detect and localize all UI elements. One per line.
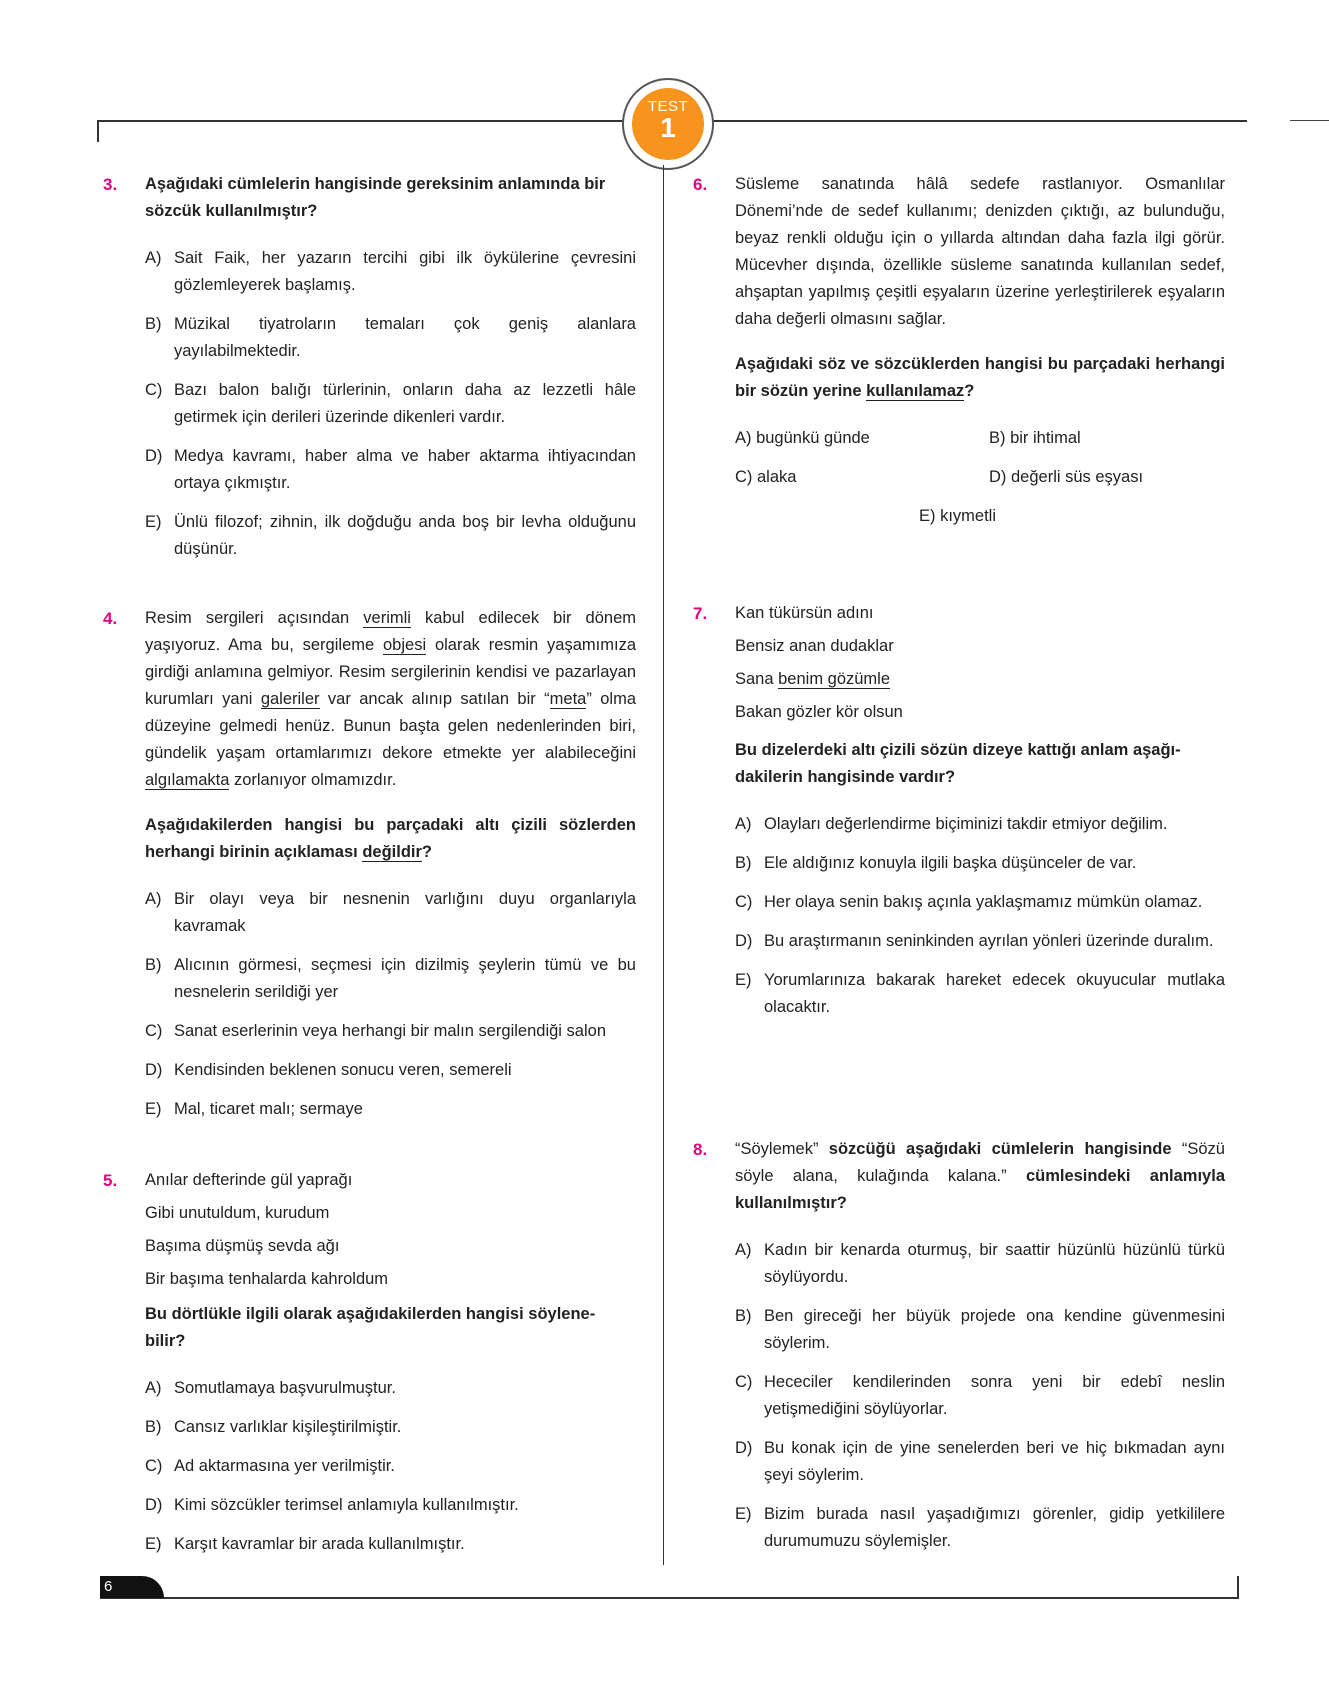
- stem-text: Aşağıdakilerden hangisi bu parçadaki altı çizili sözlerden herhangi birinin açıklaması: [145, 816, 636, 861]
- question-number: 5.: [103, 1171, 118, 1190]
- option-b[interactable]: [145, 952, 636, 1006]
- option-letter: D): [735, 932, 753, 950]
- test-badge: [622, 78, 714, 170]
- option-letter: B): [735, 854, 752, 872]
- option-text: Olayları değerlendirme biçiminizi takdir etmiyor değilim.: [764, 815, 1168, 833]
- option-letter: D): [145, 1061, 163, 1079]
- option-letter: A): [145, 249, 162, 267]
- option-letter: D): [735, 1439, 753, 1457]
- poem-line: Anılar defterinde gül yaprağı: [145, 1171, 353, 1189]
- option-letter: C): [145, 381, 163, 399]
- test-badge-number: 1: [660, 112, 676, 143]
- option-c[interactable]: C) alaka: [735, 468, 797, 486]
- question-number: 4.: [103, 609, 118, 628]
- option-letter: D): [145, 1496, 163, 1514]
- option-text: Alıcının görmesi, seçmesi için dizilmiş şeylerin tümü ve bu nesnelerin serildiği yer: [174, 956, 636, 1001]
- poem: [735, 597, 1225, 729]
- passage-text: var ancak alınıp satılan bir “: [319, 690, 550, 708]
- passage-text: kabul edilecek bir dönem yaşıyoruz. Ama bu, sergileme: [145, 609, 636, 654]
- option-text: Ele aldığınız konuyla ilgili başka düşünceler de var.: [764, 854, 1137, 872]
- option-letter: C): [735, 1373, 753, 1391]
- option-letter: A): [145, 890, 162, 908]
- underlined-word: galeriler: [260, 690, 320, 708]
- option-letter: B): [145, 315, 162, 333]
- stem-text: ?: [421, 843, 433, 861]
- stem-underlined: değildir: [362, 843, 422, 861]
- underlined-word: verimli: [363, 609, 411, 627]
- option-d[interactable]: [735, 928, 1225, 955]
- option-d[interactable]: [145, 1057, 636, 1084]
- option-letter: B): [145, 956, 162, 974]
- poem-line: [735, 663, 1225, 696]
- option-a[interactable]: [145, 1375, 636, 1402]
- option-text: Cansız varlıklar kişileştirilmiştir.: [174, 1418, 402, 1436]
- question-number: 3.: [103, 175, 118, 194]
- option-text: Bir olayı veya bir nesnenin varlığını duyu organlarıyla kavramak: [174, 890, 636, 935]
- option-e[interactable]: [145, 1531, 636, 1558]
- option-letter: E): [145, 1100, 162, 1118]
- question-stem: [735, 737, 1225, 791]
- footer-right-tick: [1237, 1576, 1239, 1599]
- footer-rule: [100, 1597, 1239, 1599]
- stem-line-2: dakilerin hangisinde vardır?: [735, 768, 956, 786]
- poem-line: Bir başıma tenhalarda kahroldum: [145, 1270, 389, 1288]
- passage: [145, 605, 636, 794]
- option-e[interactable]: [735, 1501, 1225, 1555]
- page-number-tab: [100, 1576, 164, 1598]
- underlined-word: objesi: [383, 636, 427, 654]
- option-d[interactable]: [145, 1492, 636, 1519]
- option-letter: E): [145, 1535, 162, 1553]
- stem-bold: cümlesindeki anlamıyla kullanılmıştır?: [735, 1167, 1225, 1212]
- option-b[interactable]: [145, 1414, 636, 1441]
- question-stem: [145, 171, 636, 225]
- page-number: 6: [104, 1578, 113, 1595]
- option-text: Karşıt kavramlar bir arada kullanılmıştır.: [174, 1535, 465, 1553]
- question-number: 7.: [693, 604, 708, 623]
- underlined-phrase: benim gözümle: [778, 670, 891, 688]
- stem-underlined: kullanılamaz: [866, 382, 965, 400]
- option-text: Kadın bir kenarda oturmuş, bir saattir hüzünlü hüzünlü türkü söylüyordu.: [764, 1241, 1225, 1286]
- poem-line: Kan tükürsün adını: [735, 604, 874, 622]
- option-b[interactable]: [735, 850, 1225, 877]
- option-letter: C): [145, 1022, 163, 1040]
- option-text: Mal, ticaret malı; sermaye: [174, 1100, 363, 1118]
- question-stem: [145, 1301, 636, 1355]
- option-text: Bu konak için de yine senelerden beri ve hiç bıkmadan aynı şeyi söylerim.: [764, 1439, 1225, 1484]
- poem-line: Gibi unutuldum, kurudum: [145, 1204, 330, 1222]
- option-e[interactable]: [145, 1096, 636, 1123]
- option-d[interactable]: [735, 1435, 1225, 1489]
- column-divider: [663, 165, 664, 1565]
- option-letter: E): [735, 1505, 752, 1523]
- option-text: Bu araştırmanın seninkinden ayrılan yönleri üzerinde duralım.: [764, 932, 1214, 950]
- option-text: Bizim burada nasıl yaşadığımızı görenler, gidip yetkililere durumumuzu söylemişler.: [764, 1505, 1225, 1550]
- option-b[interactable]: [145, 311, 636, 365]
- option-text: Medya kavramı, haber alma ve haber aktarma ihtiyacından ortaya çıkmıştır.: [174, 447, 636, 492]
- option-letter: A): [735, 1241, 752, 1259]
- test-badge-label: TEST: [647, 98, 689, 115]
- option-text: Sait Faik, her yazarın tercihi gibi ilk öykülerine çevresini gözlemleyerek başlamış.: [174, 249, 636, 294]
- poem-line: Başıma düşmüş sevda ağı: [145, 1237, 340, 1255]
- question-stem: [735, 351, 1225, 405]
- option-text: Ben gireceği her büyük projede ona kendine güvenmesini söylerim.: [764, 1307, 1225, 1352]
- option-c[interactable]: [145, 1453, 636, 1480]
- option-a[interactable]: A) bugünkü günde: [735, 429, 870, 447]
- underlined-word: meta: [549, 690, 587, 708]
- option-a[interactable]: [735, 1237, 1225, 1291]
- stem-line-1: Bu dizelerdeki altı çizili sözün dizeye kattığı anlam aşağı-: [735, 741, 1181, 759]
- question-number: 6.: [693, 175, 708, 194]
- option-text: Ad aktarmasına yer verilmiştir.: [174, 1457, 395, 1475]
- underlined-word: algılamakta: [145, 771, 230, 789]
- option-letter: D): [145, 447, 163, 465]
- option-a[interactable]: [735, 811, 1225, 838]
- option-letter: E): [735, 971, 752, 989]
- option-letter: A): [145, 1379, 162, 1397]
- option-b[interactable]: [735, 1303, 1225, 1357]
- question-stem: [735, 1136, 1225, 1217]
- passage-text: Resim sergileri açısından: [145, 609, 364, 627]
- question-number: 8.: [693, 1140, 708, 1159]
- poem: [145, 1164, 636, 1296]
- option-c[interactable]: [145, 377, 636, 431]
- option-c[interactable]: [735, 1369, 1225, 1423]
- passage: Süsleme sanatında hâlâ sedefe rastlanıyor. Osmanlılar Dönemi’nde de sedef kullanımı; denizden çıktığı, az bulunduğu, beyaz renkli olduğu için o yıllarda altından daha fazla ilgi görür. Mücevher dışında, özellikle süsleme sanatında kullanılan sedef, ahşaptan yapılmış çeşitli eşyaların üzerine yerleştirilerek eşyaların daha değerli olmasını sağlar.: [735, 175, 1225, 328]
- option-text: Somutlamaya başvurulmuştur.: [174, 1379, 396, 1397]
- option-e[interactable]: E) kıymetli: [919, 507, 997, 525]
- option-letter: B): [145, 1418, 162, 1436]
- poem-line: Bakan gözler kör olsun: [735, 703, 903, 721]
- poem-text: Sana: [735, 670, 779, 688]
- option-text: Yorumlarınıza bakarak hareket edecek okuyucular mutlaka olacaktır.: [764, 971, 1225, 1016]
- option-e[interactable]: [145, 509, 636, 563]
- stem-text: Aşağıdaki söz ve sözcüklerden hangisi bu parçadaki herhangi bir sözün yerine: [735, 355, 1225, 400]
- stem-line-1: Bu dörtlükle ilgili olarak aşağıdakilerden hangisi söylene-: [145, 1305, 596, 1323]
- passage-text: zorlanıyor olmamızdır.: [229, 771, 397, 789]
- option-letter: B): [735, 1307, 752, 1325]
- option-d[interactable]: D) değerli süs eşyası: [989, 468, 1144, 486]
- poem-line: Bensiz anan dudaklar: [735, 637, 894, 655]
- option-text: Kendisinden beklenen sonucu veren, semereli: [174, 1061, 512, 1079]
- stem-text: ?: [964, 382, 975, 400]
- passage-text: ” olma düzeyine gelmedi henüz. Bunun başta gelen nedenlerinden biri, gündelik yaşam ortamlarımızı dekore etmekte yer alabileceğini: [145, 690, 637, 762]
- stem-line-1: Aşağıdaki cümlelerin hangisinde gereksinim anlamında bir: [145, 175, 606, 193]
- option-c[interactable]: [735, 889, 1225, 916]
- option-letter: C): [145, 1457, 163, 1475]
- option-e[interactable]: [735, 967, 1225, 1021]
- option-text: Ünlü filozof; zihnin, ilk doğduğu anda boş bir levha olduğunu düşünür.: [174, 513, 636, 558]
- option-text: Her olaya senin bakış açınla yaklaşmamız mümkün olamaz.: [764, 893, 1203, 911]
- stem-text: “Söylemek”: [735, 1140, 829, 1158]
- option-text: Sanat eserlerinin veya herhangi bir malın sergilendiği salon: [174, 1022, 606, 1040]
- option-b[interactable]: B) bir ihtimal: [989, 429, 1081, 447]
- option-letter: A): [735, 815, 752, 833]
- option-text: Hececiler kendilerinden sonra yeni bir edebî neslin yetişmediğini söylüyorlar.: [764, 1373, 1225, 1418]
- option-letter: C): [735, 893, 753, 911]
- stem-bold: sözcüğü aşağıdaki cümlelerin hangisinde: [828, 1140, 1172, 1158]
- test-badge-circle: [632, 88, 704, 160]
- options-grid: [735, 425, 1225, 553]
- stem-line-2: sözcük kullanılmıştır?: [145, 202, 318, 220]
- option-letter: E): [145, 513, 162, 531]
- stem-line-2: bilir?: [145, 1332, 186, 1350]
- header-rule-right: [1290, 120, 1329, 121]
- passage-text: olarak resmin yaşamımıza girdiği anlamına gelmiyor. Resim sergilerinin kendisi ve pazarlayan kurumları yani: [145, 636, 636, 708]
- option-text: Kimi sözcükler terimsel anlamıyla kullanılmıştır.: [174, 1496, 519, 1514]
- option-a[interactable]: [145, 245, 636, 299]
- stem-quote: “Sözü söyle alana, kulağında kalana.”: [735, 1140, 1225, 1185]
- question-stem: [145, 812, 636, 866]
- header-left-tick: [97, 120, 99, 142]
- option-text: Müzikal tiyatroların temaları çok geniş alanlara yayılabilmektedir.: [174, 315, 636, 360]
- option-text: Bazı balon balığı türlerinin, onların daha az lezzetli hâle getirmek için derileri üzerinde dikenleri vardır.: [174, 381, 636, 426]
- option-d[interactable]: [145, 443, 636, 497]
- option-a[interactable]: [145, 886, 636, 940]
- option-c[interactable]: [145, 1018, 636, 1045]
